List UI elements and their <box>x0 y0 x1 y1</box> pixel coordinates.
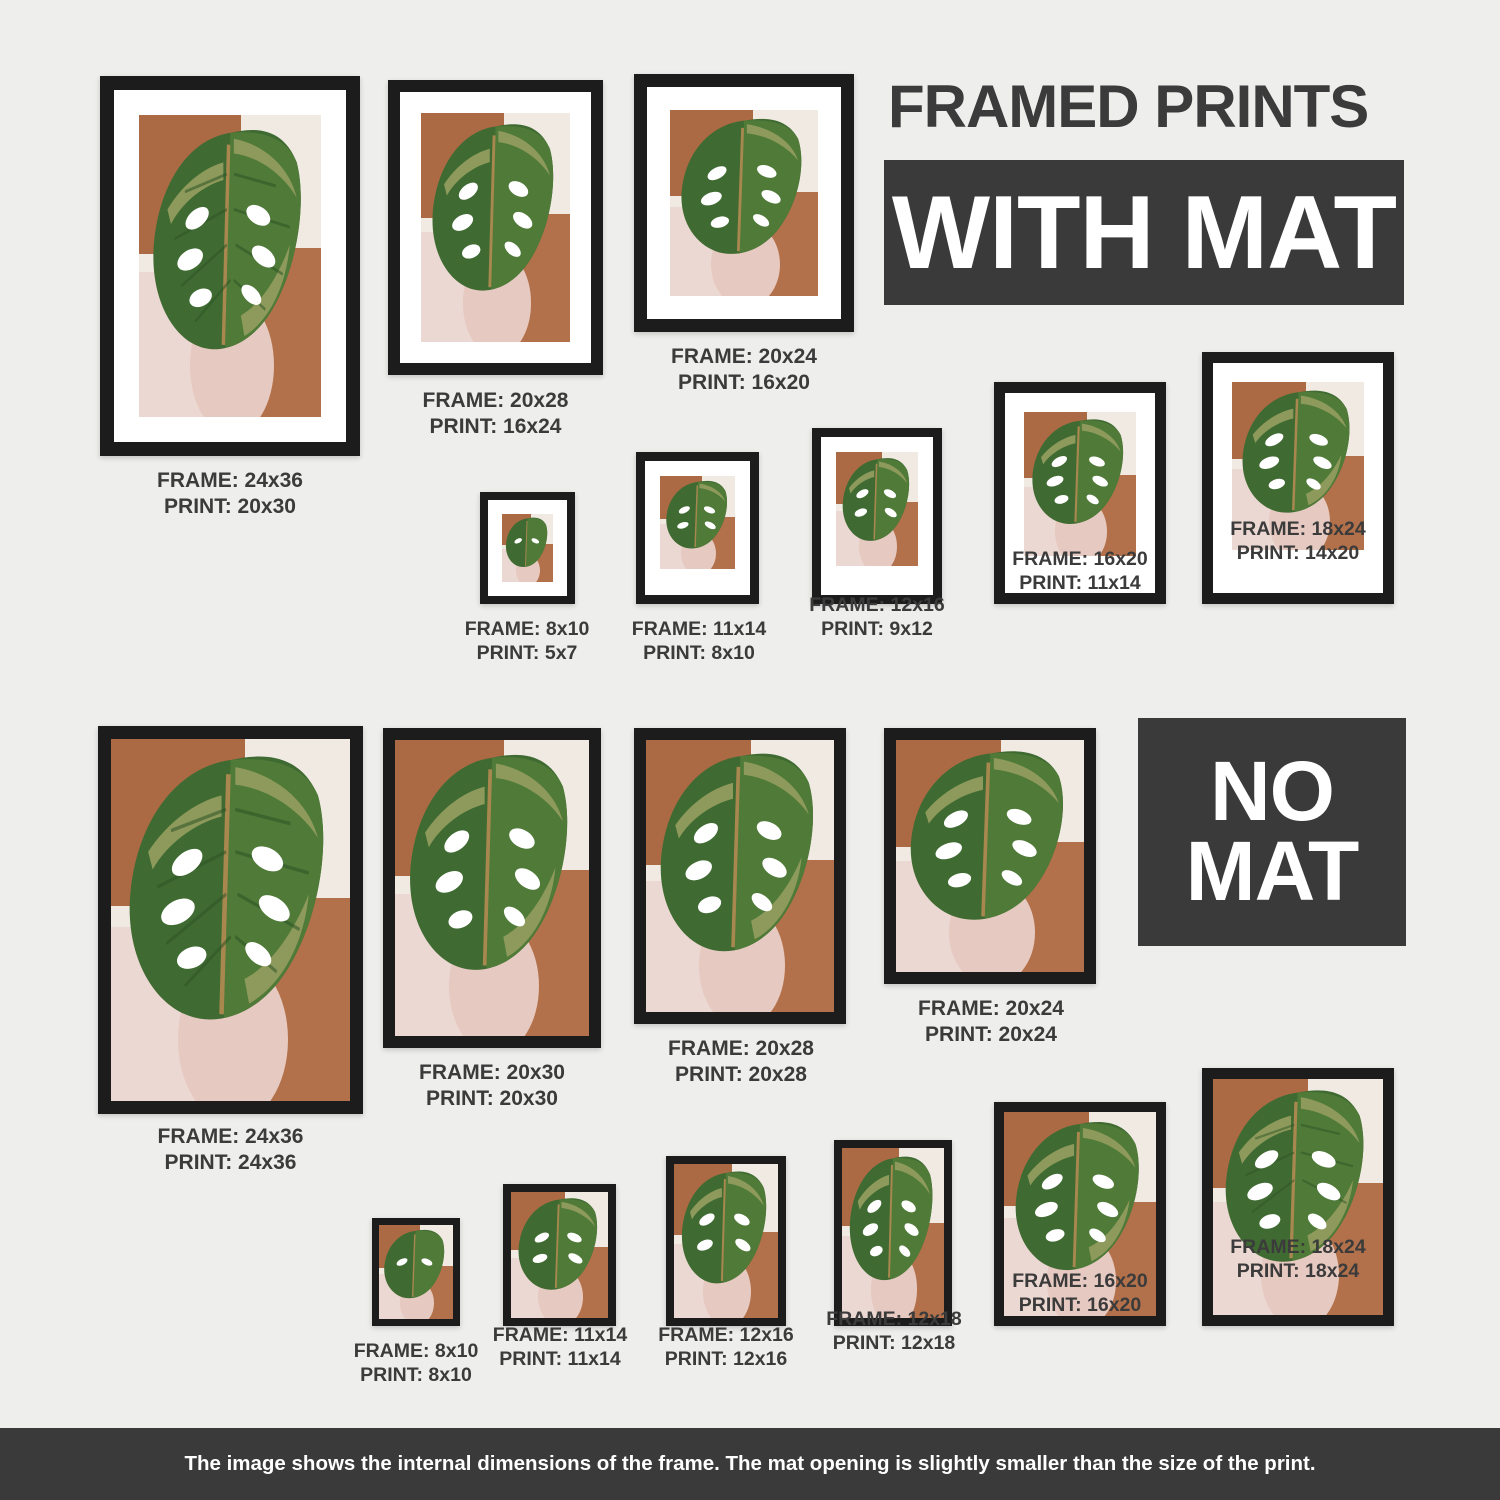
caption-frame-size: FRAME: 18x24 <box>1230 518 1366 540</box>
artwork <box>646 740 834 1012</box>
caption-frame-size: FRAME: 12x16 <box>809 594 945 616</box>
framed-print-no-mat-20x28[interactable] <box>634 728 846 1086</box>
artwork <box>379 1225 453 1319</box>
artwork <box>674 1164 778 1318</box>
no-mat-line-2: MAT <box>1185 824 1359 918</box>
frame-caption <box>584 344 904 395</box>
frame-caption <box>966 1270 1194 1318</box>
framed-print-with-mat-16x20[interactable] <box>994 382 1166 604</box>
framed-print-no-mat-8x10[interactable] <box>353 1218 479 1386</box>
framed-print-with-mat-12x16[interactable] <box>809 428 945 640</box>
no-mat-banner <box>1138 718 1406 946</box>
caption-print-size: PRINT: 8x10 <box>643 641 755 664</box>
caption-print-size: PRINT: 16x24 <box>429 414 562 438</box>
frame-caption <box>63 1124 398 1175</box>
framed-print-with-mat-24x36[interactable] <box>100 76 360 518</box>
artwork <box>836 452 918 566</box>
monstera-leaf-icon <box>676 1170 776 1290</box>
caption-frame-size: FRAME: 11x14 <box>492 1324 628 1346</box>
framed-print-with-mat-20x24[interactable] <box>634 74 854 394</box>
caption-frame-size: FRAME: 20x24 <box>918 997 1064 1020</box>
frame-caption <box>832 996 1150 1047</box>
artwork <box>111 739 350 1101</box>
caption-frame-size: FRAME: 20x24 <box>671 345 817 368</box>
framed-print-no-mat-16x20[interactable] <box>994 1102 1166 1326</box>
caption-print-size: PRINT: 14x20 <box>1236 541 1360 564</box>
frame-caption <box>966 548 1194 596</box>
no-mat-line-1: NO <box>1210 744 1334 839</box>
monstera-leaf-icon <box>838 457 917 546</box>
artwork <box>421 113 570 342</box>
monstera-leaf-icon <box>900 749 1080 930</box>
caption-frame-size: FRAME: 8x10 <box>464 618 590 640</box>
framed-print-no-mat-20x30[interactable] <box>383 728 601 1110</box>
caption-frame-size: FRAME: 24x36 <box>157 469 303 492</box>
artwork <box>1024 412 1136 556</box>
frame-caption <box>1184 518 1412 566</box>
caption-frame-size: FRAME: 12x16 <box>658 1324 794 1346</box>
monstera-leaf-icon <box>844 1155 942 1288</box>
framed-print-no-mat-20x24[interactable] <box>884 728 1096 1046</box>
monstera-leaf-icon <box>650 751 830 963</box>
caption-print-size: PRINT: 20x30 <box>426 1086 558 1110</box>
caption-print-size: PRINT: 11x14 <box>499 1347 621 1370</box>
framed-print-no-mat-12x16[interactable] <box>658 1156 794 1370</box>
monstera-leaf-icon <box>513 1197 606 1295</box>
artwork <box>842 1148 944 1318</box>
caption-print-size: PRINT: 9x12 <box>821 617 933 640</box>
monstera-leaf-icon <box>143 127 318 363</box>
monstera-leaf-icon <box>1026 418 1134 530</box>
caption-print-size: PRINT: 11x14 <box>1019 571 1141 594</box>
framed-print-no-mat-18x24[interactable] <box>1202 1068 1394 1326</box>
page-title: FRAMED PRINTS <box>888 73 1369 140</box>
frame-caption <box>772 594 982 642</box>
caption-print-size: PRINT: 20x24 <box>925 1022 1057 1046</box>
monstera-leaf-icon <box>399 752 585 983</box>
caption-frame-size: FRAME: 18x24 <box>1230 1236 1366 1258</box>
artwork <box>139 115 321 417</box>
framed-print-with-mat-18x24[interactable] <box>1202 352 1394 604</box>
artwork <box>670 110 818 296</box>
framed-print-no-mat-12x18[interactable] <box>826 1140 962 1354</box>
caption-frame-size: FRAME: 16x20 <box>1012 1270 1148 1292</box>
caption-frame-size: FRAME: 12x18 <box>826 1308 962 1330</box>
caption-print-size: PRINT: 20x30 <box>164 494 296 518</box>
frame-caption <box>333 388 658 439</box>
artwork <box>896 740 1084 972</box>
caption-frame-size: FRAME: 16x20 <box>1012 548 1148 570</box>
monstera-leaf-icon <box>1007 1120 1153 1279</box>
caption-print-size: PRINT: 20x28 <box>675 1062 807 1086</box>
monstera-leaf-icon <box>673 117 815 262</box>
caption-print-size: PRINT: 8x10 <box>360 1363 472 1386</box>
frame-caption <box>65 468 395 519</box>
monstera-leaf-icon <box>424 122 567 301</box>
caption-print-size: PRINT: 12x18 <box>832 1331 956 1354</box>
artwork <box>511 1192 608 1318</box>
caption-frame-size: FRAME: 20x28 <box>668 1037 814 1060</box>
caption-frame-size: FRAME: 24x36 <box>157 1125 304 1148</box>
artwork <box>395 740 589 1036</box>
monstera-leaf-icon <box>380 1229 451 1302</box>
caption-print-size: PRINT: 5x7 <box>476 641 578 664</box>
caption-frame-size: FRAME: 8x10 <box>353 1340 479 1362</box>
caption-print-size: PRINT: 24x36 <box>164 1150 297 1174</box>
framed-print-with-mat-8x10[interactable] <box>464 492 590 664</box>
footer-note-text: The image shows the internal dimensions of the frame. The mat opening is slightly smaller than the size of the print. <box>184 1452 1316 1475</box>
framed-print-no-mat-24x36[interactable] <box>98 726 363 1174</box>
monstera-leaf-icon <box>1235 389 1362 520</box>
with-mat-banner: WITH MAT <box>884 160 1404 305</box>
caption-frame-size: FRAME: 20x30 <box>419 1061 565 1084</box>
footer-note-bar <box>0 1428 1500 1500</box>
caption-frame-size: FRAME: 11x14 <box>631 618 767 640</box>
caption-print-size: PRINT: 18x24 <box>1236 1259 1360 1282</box>
framed-print-with-mat-20x28[interactable] <box>388 80 603 438</box>
caption-print-size: PRINT: 16x20 <box>678 370 810 394</box>
artwork <box>660 476 735 569</box>
caption-print-size: PRINT: 16x20 <box>1018 1293 1142 1316</box>
frame-caption <box>1184 1236 1412 1284</box>
monstera-leaf-icon <box>662 480 734 553</box>
caption-print-size: PRINT: 12x16 <box>664 1347 788 1370</box>
monstera-leaf-icon <box>116 753 345 1035</box>
framed-print-with-mat-11x14[interactable] <box>631 452 767 664</box>
artwork <box>502 514 553 582</box>
monstera-leaf-icon <box>503 517 552 570</box>
framed-print-no-mat-11x14[interactable] <box>492 1184 628 1370</box>
caption-frame-size: FRAME: 20x28 <box>422 389 569 412</box>
